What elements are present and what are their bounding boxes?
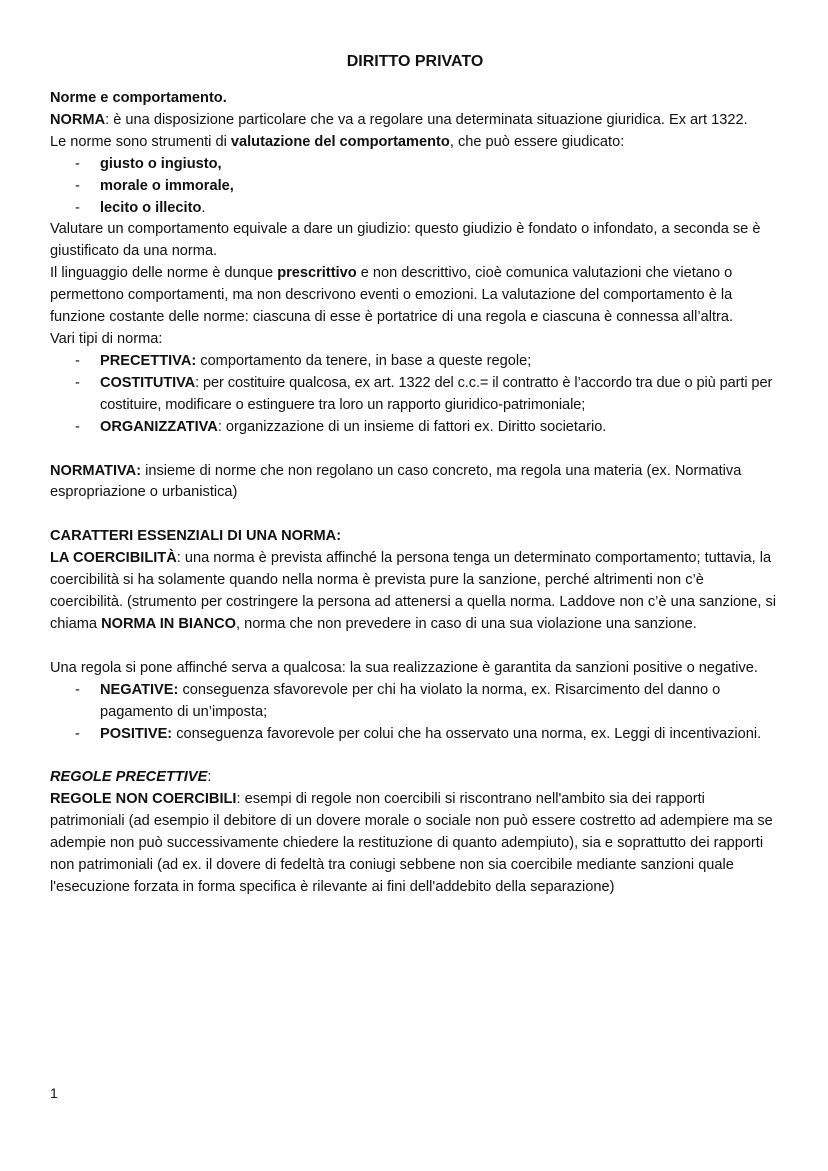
coercibilita-paragraph	[50, 548, 780, 636]
norma-definition	[50, 110, 780, 132]
norm-types-list	[50, 351, 780, 439]
heading-text: CARATTERI ESSENZIALI DI UNA NORMA:	[50, 528, 342, 545]
list-item	[100, 417, 780, 439]
type-organizzativa-text: : organizzazione di un insieme di fattori ex. Diritto societario.	[217, 418, 607, 435]
list-item	[100, 198, 780, 220]
judgement-list	[50, 154, 780, 220]
norma-bianco-text: , norma che non prevedere in caso di una sua violazione una sanzione.	[235, 615, 697, 632]
spacer	[50, 636, 780, 658]
section-heading-norme	[50, 88, 780, 110]
normativa-paragraph	[50, 461, 780, 505]
non-coercibili-paragraph	[50, 789, 780, 899]
page-title: DIRITTO PRIVATO	[346, 53, 484, 70]
type-costitutiva-term: COSTITUTIVA	[100, 374, 196, 391]
list-item	[100, 351, 780, 373]
list-item	[100, 724, 780, 746]
valutazione-paragraph	[50, 132, 780, 154]
positive-term: POSITIVE:	[100, 725, 173, 742]
type-organizzativa-term: ORGANIZZATIVA	[100, 418, 218, 435]
heading-colon: :	[207, 769, 212, 786]
heading-text: Norme e comportamento.	[50, 90, 227, 106]
valut-pre: Le norme sono strumenti di	[50, 133, 231, 150]
sanzioni-intro: Una regola si pone affinché serva a qualcosa: la sua realizzazione è garantita da sanzioni positive o negative.	[50, 659, 758, 676]
non-coercibili-term: REGOLE NON COERCIBILI	[50, 791, 237, 808]
coercibilita-term: LA COERCIBILITÀ	[50, 550, 177, 567]
list-item	[100, 373, 780, 417]
type-precettiva-text: comportamento da tenere, in base a queste regole;	[196, 352, 532, 369]
non-coercibili-text: : esempi di regole non coercibili si riscontrano nell'ambito sia dei rapporti patrimoniali (ad esempio il debitore di un dovere morale o sociale non può essere costretto ad adempiere ma se adempie non può successivamente chiedere la restituzione di quanto adempiuto), sia e soprattutto dei rapporti non patrimoniali (ad ex. il dovere di fedeltà tra coniugi sebbene non sia coercibile mediante sanzioni quale l'esecuzione forzata in forma specifica è rilevante ai fini dell'addebito della separazione)	[50, 791, 773, 895]
ling-bold: prescrittivo	[277, 265, 357, 282]
norma-text: : è una disposizione particolare che va a regolare una determinata situazione giuridica. Ex art 1322.	[105, 111, 748, 128]
norma-bianco-term: NORMA IN BIANCO	[101, 615, 236, 632]
valut-post: , che può essere giudicato:	[449, 133, 625, 150]
coercibilita-text: : una norma è prevista affinché la persona tenga un determinato comportamento; tuttavia, la coercibilità si ha solamente quando nella norma è prevista pure la sanzione, perché altrimenti non c’è coercibilità. (strumento per costringere la persona ad attenersi a quella norma. Laddove non c’è una sanzione, si chiama	[50, 550, 777, 632]
judgement-3-end: .	[201, 199, 206, 216]
type-precettiva-term: PRECETTIVA:	[100, 352, 197, 369]
judgement-3: lecito o illecito	[100, 199, 202, 216]
term-norma: NORMA	[50, 111, 106, 128]
ling-post: e non descrittivo, cioè comunica valutazioni che vietano o permettono comportamenti, ma non descrivono eventi o emozioni. La valutazione del comportamento è la funzione costante delle norme: ciascuna di esse è portatrice di una regola e ciascuna è connessa all’altra.	[50, 265, 734, 326]
list-item	[100, 154, 780, 176]
spacer	[50, 504, 780, 526]
normativa-term: NORMATIVA:	[50, 462, 142, 479]
spacer	[50, 439, 780, 461]
heading-text: REGOLE PRECETTIVE	[50, 769, 208, 786]
document-page	[50, 51, 780, 899]
spacer	[50, 745, 780, 767]
tipi-intro: Vari tipi di norma:	[50, 330, 163, 347]
valutare-paragraph: Valutare un comportamento equivale a dare un giudizio: questo giudizio è fondato o infondato, a seconda se è giustificato da una norma.	[50, 221, 761, 260]
section-heading-regole	[50, 767, 780, 789]
section-heading-caratteri	[50, 526, 780, 548]
positive-text: conseguenza favorevole per colui che ha osservato una norma, ex. Leggi di incentivazioni.	[172, 725, 762, 742]
page-number: 1	[50, 1085, 58, 1101]
list-item	[100, 176, 780, 198]
ling-pre: Il linguaggio delle norme è dunque	[50, 265, 278, 282]
linguaggio-paragraph	[50, 263, 780, 329]
sanctions-list	[50, 680, 780, 746]
normativa-text: insieme di norme che non regolano un caso concreto, ma regola una materia (ex. Normativa espropriazione o urbanistica)	[50, 462, 742, 501]
negative-term: NEGATIVE:	[100, 681, 179, 698]
judgement-2: morale o immorale,	[100, 177, 234, 194]
negative-text: conseguenza sfavorevole per chi ha violato la norma, ex. Risarcimento del danno o pagamento di un’imposta;	[100, 681, 721, 720]
type-costitutiva-text: : per costituire qualcosa, ex art. 1322 del c.c.= il contratto è l’accordo tra due o più parti per costituire, modificare o estinguere tra loro un rapporto giuridico-patrimoniale;	[100, 374, 773, 413]
judgement-1: giusto o ingiusto,	[100, 155, 222, 172]
valut-bold: valutazione del comportamento	[230, 133, 450, 150]
list-item	[100, 680, 780, 724]
